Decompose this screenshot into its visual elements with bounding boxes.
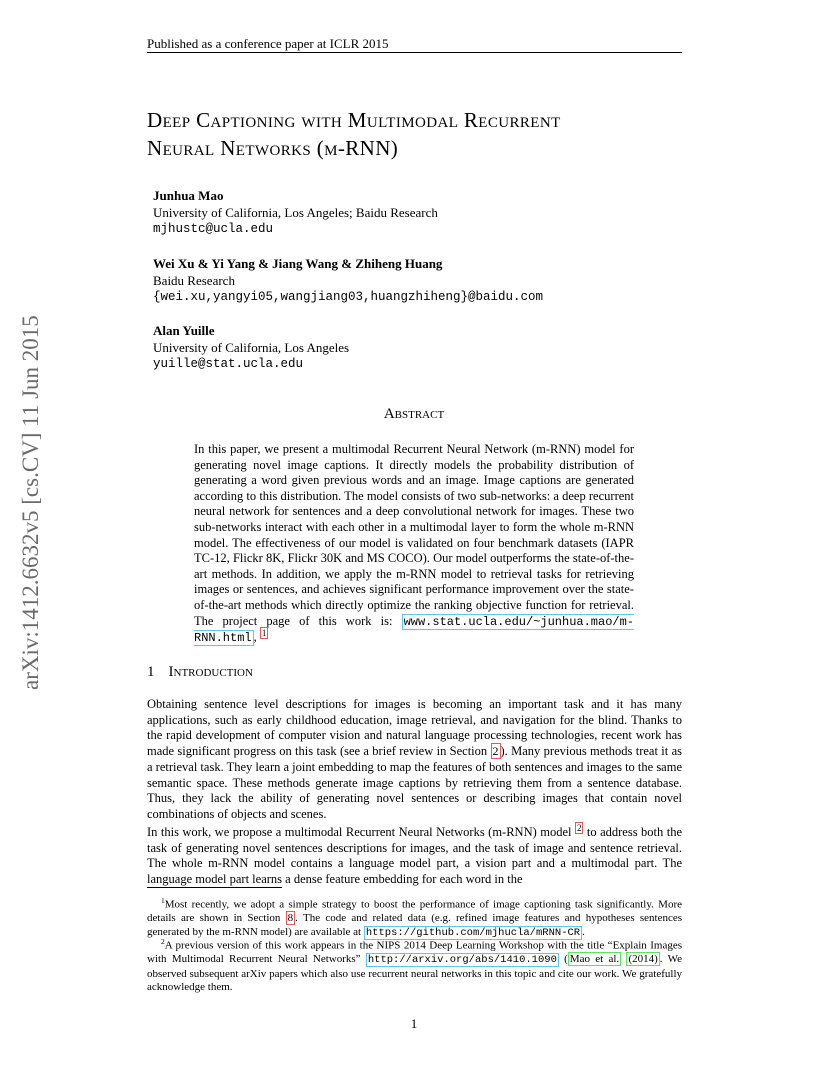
footnote-mark: 1: [161, 896, 165, 905]
section-ref-link[interactable]: 2: [492, 744, 499, 759]
footnote-rule: [147, 887, 282, 888]
author-email[interactable]: mjhustc@ucla.edu: [153, 222, 274, 236]
project-page-link[interactable]: www.stat.ucla.edu/~junhua.mao/m-RNN.html: [194, 614, 634, 646]
author-name: Junhua Mao: [153, 188, 224, 203]
intro-paragraph-2: [147, 822, 682, 888]
section-title: Introduction: [168, 664, 253, 680]
author-name: Alan Yuille: [153, 323, 215, 338]
author-email[interactable]: {wei.xu,yangyi05,wangjiang03,huangzhiheng}@baidu.com: [153, 290, 544, 304]
footnote-mark: 2: [161, 937, 165, 946]
arxiv-stamp-text: arXiv:1412.6632v5 [cs.CV] 11 Jun 2015: [18, 315, 43, 690]
footnote-text: (: [558, 953, 568, 966]
author-name: Wei Xu & Yi Yang & Jiang Wang & Zhiheng Huang: [153, 256, 443, 271]
running-header: Published as a conference paper at ICLR 2015: [147, 36, 389, 51]
title-line-2: Neural Networks (m-RNN): [147, 136, 399, 160]
section-ref-link[interactable]: 8: [287, 912, 294, 925]
author-block-1: [153, 187, 438, 238]
author-affiliation: Baidu Research: [153, 273, 235, 288]
footnote-1: [147, 894, 682, 940]
paragraph-text: ). Many previous methods treat it as a retrieval task. They learn a joint embedding to map the features of both sentences and images to the same semantic space. These methods generate image captions by retrieving them from a sentence database. Thus, they lack the ability of generating novel sentences or describing images that contain novel combinations of objects and scenes.: [147, 744, 683, 821]
title-line-1: Deep Captioning with Multimodal Recurrent: [147, 108, 561, 132]
arxiv-link[interactable]: http://arxiv.org/abs/1410.1090: [367, 954, 557, 967]
footnote-text: .: [582, 925, 585, 938]
abstract-body: In this paper, we present a multimodal Recurrent Neural Network (m-RNN) model for generating novel image captions. It directly models the probability distribution of generating a word given previous words and an image. Image captions are generated according to this distribution. The model consists of two sub-networks: a deep recurrent neural network for sentences and a deep convolutional network for images. These two sub-networks interact with each other in a multimodal layer to form the whole m-RNN model. The effectiveness of our model is validated on four benchmark datasets (IAPR TC-12, Flickr 8K, Flickr 30K and MS COCO). Our model outperforms the state-of-the-art methods. In addition, we apply the m-RNN model to retrieval tasks for retrieving images or sentences, and achieves significant performance improvement over the state-of-the-art methods which directly optimize the ranking objective function for retrieval. The project page of this work is: www.stat.ucla.edu/~junhua.mao/m-RNN.html , $^1$: [194, 442, 634, 646]
footnote-ref-1[interactable]: 1: [261, 627, 267, 638]
paragraph-text: In this work, we propose a multimodal Recurrent Neural Networks (m-RNN) model: [147, 825, 575, 839]
intro-paragraph-1: [147, 697, 682, 823]
section-heading-introduction: [147, 664, 253, 681]
author-block-2: [153, 255, 543, 306]
footnote-text: . The code and related data (e.g. refined image features and hypotheses sentences generated by the m-RNN model) are available at: [147, 912, 682, 938]
footnote-2: [147, 935, 682, 995]
section-number: 1: [147, 664, 155, 680]
code-link[interactable]: https://github.com/mjhucla/mRNN-CR: [365, 926, 581, 939]
author-block-3: [153, 322, 349, 373]
abstract-text: In this paper, we present a multimodal Recurrent Neural Network (m-RNN) model for generating novel image captions. It directly models the probability distribution of generating a word given previous words and an image. Image captions are generated according to this distribution. The model consists of two sub-networks: a deep recurrent neural network for sentences and a deep convolutional network for images. These two sub-networks interact with each other in a multimodal layer to form the whole m-RNN model. The effectiveness of our model is validated on four benchmark datasets (IAPR TC-12, Flickr 8K, Flickr 30K and MS COCO). Our model outperforms the state-of-the-art methods. In addition, we apply the m-RNN model to retrieval tasks for retrieving images or sentences, and achieves significant performance improvement over the state-of-the-art methods which directly optimize the ranking objective function for retrieval. The project page of this work is:: [194, 442, 634, 628]
paragraph-text: to address both the task of generating novel sentences descriptions for images, and the task of image and sentence retrieval. The whole m-RNN model contains a language model part, a vision part and a multimodal part. The language model part learns a dense feature embedding for each word in the: [147, 825, 682, 887]
header-rule: [147, 52, 682, 53]
citation-year-link[interactable]: (2014): [628, 953, 658, 966]
author-email[interactable]: yuille@stat.ucla.edu: [153, 357, 304, 371]
footnote-text: . We observed subsequent arXiv papers which also use recurrent neural networks in this topic and cite our work. We gratefully acknowledge them.: [147, 953, 683, 994]
paragraph-text: Obtaining sentence level descriptions for images is becoming an important task and it has many applications, such as early childhood education, image retrieval, and navigation for the blind. Thanks to the rapid development of computer vision and natural language processing technologies, recent work has made significant progress on this task (see a brief review in Section: [147, 697, 682, 759]
footnote-text: Most recently, we adopt a simple strategy to boost the performance of image captioning task significantly. More details are shown in Section: [147, 898, 682, 925]
paper-title: [147, 106, 707, 162]
author-affiliation: University of California, Los Angeles: [153, 340, 350, 355]
author-affiliation: University of California, Los Angeles; Baidu Research: [153, 205, 438, 220]
footnote-text: A previous version of this work appears in the NIPS 2014 Deep Learning Workshop with the title “Explain Images with Multimodal Recurrent Neural Networks”: [147, 939, 682, 966]
page-number: 1: [410, 1016, 418, 1031]
citation-link[interactable]: Mao et al.: [569, 953, 620, 966]
footnote-ref-2[interactable]: 2: [576, 822, 582, 833]
abstract-heading: Abstract: [383, 406, 445, 422]
